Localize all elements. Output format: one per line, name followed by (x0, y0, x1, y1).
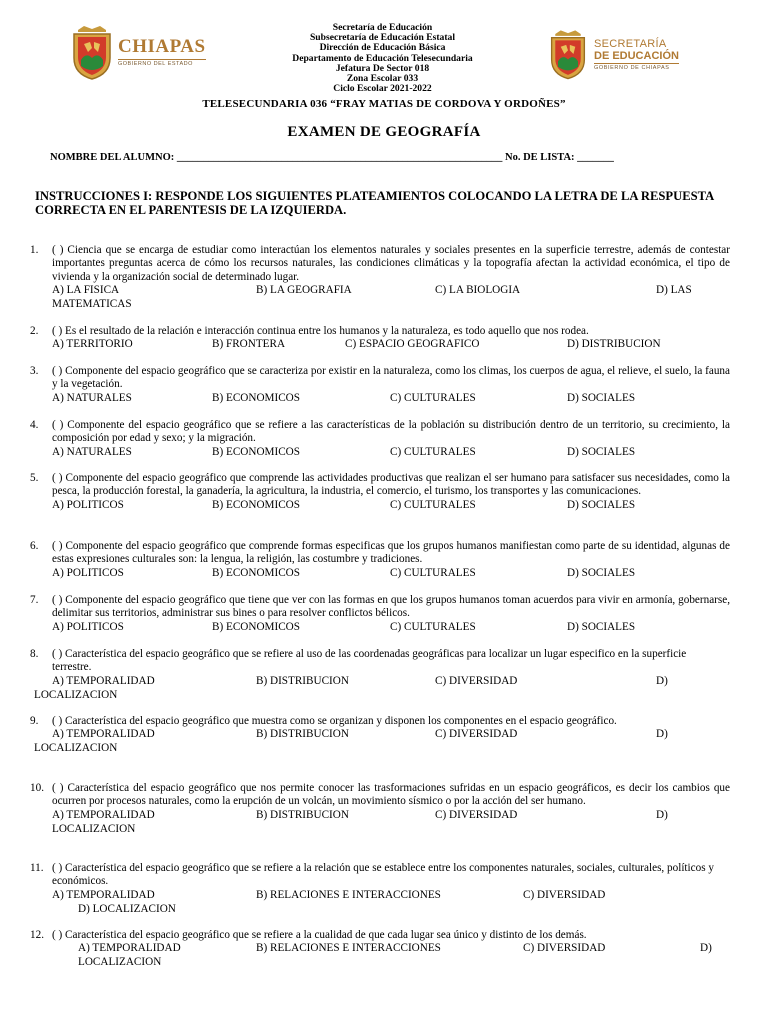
secretaria-logo-line1: SECRETARÍA (594, 38, 667, 50)
option-a[interactable]: A) TEMPORALIDAD (52, 728, 155, 741)
question-1 (30, 244, 730, 312)
option-a[interactable]: A) POLITICOS (52, 566, 124, 579)
question-text: ( ) Componente del espacio geográfico que se refiere a las características de la población su distribución dentro de un territorio, su crecimiento, la composición por edad y sexo; y la migración. (52, 419, 730, 445)
option-c[interactable]: C) CULTURALES (390, 620, 476, 633)
option-a[interactable]: A) TERRITORIO (52, 338, 133, 351)
institution-header (210, 23, 555, 94)
list-number-label: No. DE LISTA: (505, 152, 575, 163)
option-d[interactable]: D) SOCIALES (567, 498, 636, 511)
question-text: ( ) Componente del espacio geográfico que tiene que ver con las formas en que los grupos humanos toman acuerdos para vivir en armonía, gobernarse, delimitar sus territorios, administrar sus bines o para resolver conflictos bélicos. (52, 594, 730, 620)
question-2 (30, 325, 730, 352)
option-d[interactable]: D) (700, 942, 712, 955)
option-d[interactable]: D) (656, 728, 668, 741)
question-number: 9. (30, 715, 39, 727)
question-text: ( ) Característica del espacio geográfico que se refiere a la cualidad de que cada lugar sea único y distinto de los demás. (52, 929, 587, 941)
option-d-continued[interactable]: LOCALIZACION (34, 742, 118, 755)
question-number: 7. (30, 594, 39, 606)
exam-title: EXAMEN DE GEOGRAFÍA (287, 124, 481, 140)
question-options (52, 675, 730, 689)
question-options (52, 338, 730, 352)
option-c[interactable]: C) DIVERSIDAD (523, 888, 606, 901)
question-number: 3. (30, 365, 39, 377)
instructions: INSTRUCCIONES I: RESPONDE LOS SIGUIENTES PLATEAMIENTOS COLOCANDO LA LETRA DE LA RESPUESTA CORRECTA EN EL PARENTESIS DE LA IZQUIERDA. (35, 189, 714, 217)
option-d[interactable]: D) LAS (656, 284, 692, 297)
option-a[interactable]: A) NATURALES (52, 445, 132, 458)
option-a[interactable]: A) TEMPORALIDAD (52, 888, 155, 901)
option-c[interactable]: C) LA BIOLOGIA (435, 284, 521, 297)
secretaria-logo-subtitle: GOBIERNO DE CHIAPAS (594, 63, 679, 71)
question-number: 10. (30, 782, 44, 794)
option-a[interactable]: A) TEMPORALIDAD (78, 942, 181, 955)
secretaria-educacion-logo (548, 27, 698, 83)
secretaria-shield-icon (548, 27, 588, 81)
question-text: ( ) Ciencia que se encarga de estudiar como interactúan los elementos naturales y sociales presentes en la superficie terrestre, además de contestar importantes preguntas acerca de cómo los recursos naturales, las condiciones climáticas y la topografía afectan la actividad económica, el tipo de vivienda y la organización social de determinado lugar. (52, 244, 730, 283)
header-line: Subsecretaría de Educación Estatal (309, 32, 456, 44)
question-options (52, 889, 730, 903)
question-number: 4. (30, 419, 39, 431)
chiapas-logo (70, 24, 220, 80)
question-11 (30, 862, 730, 916)
header-line: Jefatura De Sector 018 (335, 62, 430, 74)
option-d[interactable]: D) SOCIALES (567, 620, 636, 633)
question-number: 6. (30, 540, 39, 552)
question-7 (30, 594, 730, 635)
question-number: 1. (30, 244, 39, 256)
question-4 (30, 419, 730, 460)
option-b[interactable]: B) RELACIONES E INTERACCIONES (256, 942, 441, 955)
question-5 (30, 472, 730, 513)
question-3 (30, 365, 730, 406)
question-text: ( ) Componente del espacio geográfico que comprende las actividades productivas que realizan el ser humano para satisfacer sus necesidades, como la pesca, la producción forestal, la ganadería, la agricultura, la industria, el comercio, el turismo, los transportes y las comunicaciones. (52, 472, 730, 498)
option-c[interactable]: C) DIVERSIDAD (435, 728, 518, 741)
question-text: ( ) Característica del espacio geográfico que se refiere a la relación que se establece entre los componentes naturales, sociales, culturales, políticos y económicos. (52, 862, 714, 888)
question-text: ( ) Característica del espacio geográfico que se refiere al uso de las coordenadas geográficas para localizar un lugar especifico en la superficie terrestre. (52, 648, 687, 674)
option-a[interactable]: A) TEMPORALIDAD (52, 808, 155, 821)
question-9 (30, 715, 730, 756)
question-options (52, 499, 730, 513)
question-12 (30, 929, 730, 970)
question-8 (30, 648, 730, 702)
option-d[interactable]: D) SOCIALES (567, 566, 636, 579)
list-number-field[interactable]: _______ (577, 152, 614, 163)
option-d-continued[interactable]: LOCALIZACION (34, 688, 118, 701)
header-line: Zona Escolar 033 (346, 73, 419, 85)
chiapas-logo-subtitle: GOBIERNO DEL ESTADO (118, 59, 206, 67)
question-text: ( ) Característica del espacio geográfico que nos permite conocer las trasformaciones sufridas en un espacio geográficos, es decir los cambios que ocurren por procesos naturales, como la erupción de un volcán, un movimiento sísmico o por la acción del ser humano. (52, 782, 730, 808)
question-number: 2. (30, 325, 39, 337)
option-d-continued[interactable]: MATEMATICAS (52, 298, 132, 311)
option-c[interactable]: C) CULTURALES (390, 445, 476, 458)
option-a[interactable]: A) NATURALES (52, 391, 132, 404)
option-b[interactable]: B) DISTRIBUCION (256, 808, 349, 821)
question-options (52, 284, 730, 298)
option-d-continued[interactable]: LOCALIZACION (78, 956, 162, 969)
question-text: ( ) Componente del espacio geográfico que comprende formas especificas que los grupos humanos manifiestan como parte de su identidad, algunas de estas expresiones culturales son: la lengua, la religión, las costumbre y tradiciones. (52, 540, 730, 566)
question-text: ( ) Característica del espacio geográfico que muestra como se organizan y disponen los componentes en el espacio geográfico. (52, 715, 617, 727)
question-options (52, 621, 730, 635)
option-b[interactable]: B) LA GEOGRAFIA (256, 284, 352, 297)
option-c[interactable]: C) CULTURALES (390, 566, 476, 579)
header-line: Secretaría de Educación (332, 22, 433, 33)
option-b[interactable]: B) FRONTERA (212, 338, 286, 351)
option-d[interactable]: D) DISTRIBUCION (567, 338, 661, 351)
option-d[interactable]: D) SOCIALES (567, 391, 636, 404)
student-name-field[interactable]: ______________________________________________________________ (176, 152, 503, 163)
question-text: ( ) Es el resultado de la relación e interacción continua entre los humanos y la naturaleza, es todo aquello que nos rodea. (52, 325, 589, 337)
option-b[interactable]: B) RELACIONES E INTERACCIONES (256, 888, 441, 901)
student-name-label: NOMBRE DEL ALUMNO: (50, 152, 175, 163)
question-options (52, 392, 730, 406)
question-number: 12. (30, 929, 44, 941)
option-c[interactable]: C) CULTURALES (390, 498, 476, 511)
header-line: Departamento de Educación Telesecundaria (292, 52, 473, 64)
option-b[interactable]: B) ECONOMICOS (212, 445, 300, 458)
header-line: Ciclo Escolar 2021-2022 (333, 83, 432, 95)
school-name: TELESECUNDARIA 036 “FRAY MATIAS DE CORDOVA Y ORDOÑES” (202, 98, 566, 110)
question-text: ( ) Componente del espacio geográfico que se caracteriza por existir en la naturaleza, como los climas, los cuerpos de agua, el relieve, el suelo, la fauna y la vegetación. (52, 365, 730, 391)
question-number: 5. (30, 472, 39, 484)
header-line: Dirección de Educación Básica (319, 42, 446, 54)
option-d[interactable]: D) LOCALIZACION (78, 902, 176, 915)
option-b[interactable]: B) ECONOMICOS (212, 391, 300, 404)
option-c[interactable]: C) ESPACIO GEOGRAFICO (345, 338, 480, 351)
question-10 (30, 782, 730, 836)
question-options (52, 567, 730, 581)
option-d[interactable]: D) (656, 674, 668, 687)
option-d-continued[interactable]: LOCALIZACION (52, 822, 136, 835)
student-info-row (50, 152, 730, 163)
question-options (78, 942, 730, 956)
option-c[interactable]: C) CULTURALES (390, 391, 476, 404)
question-options (52, 728, 730, 742)
option-b[interactable]: B) ECONOMICOS (212, 498, 300, 511)
chiapas-logo-name: CHIAPAS (118, 36, 206, 57)
question-number: 11. (30, 862, 44, 874)
option-b[interactable]: B) DISTRIBUCION (256, 728, 349, 741)
option-a[interactable]: A) POLITICOS (52, 498, 124, 511)
option-c[interactable]: C) DIVERSIDAD (435, 808, 518, 821)
chiapas-shield-icon (70, 24, 114, 80)
option-d[interactable]: D) SOCIALES (567, 445, 636, 458)
option-c[interactable]: C) DIVERSIDAD (435, 674, 518, 687)
question-options (52, 446, 730, 460)
option-a[interactable]: A) TEMPORALIDAD (52, 674, 155, 687)
option-a[interactable]: A) POLITICOS (52, 620, 124, 633)
question-6 (30, 540, 730, 581)
option-a[interactable]: A) LA FISICA (52, 284, 120, 297)
option-b[interactable]: B) ECONOMICOS (212, 566, 300, 579)
question-options (52, 809, 730, 823)
option-c[interactable]: C) DIVERSIDAD (523, 942, 606, 955)
secretaria-logo-line2: DE EDUCACIÓN (594, 50, 679, 62)
option-d[interactable]: D) (656, 808, 668, 821)
question-number: 8. (30, 648, 39, 660)
option-b[interactable]: B) DISTRIBUCION (256, 674, 349, 687)
option-b[interactable]: B) ECONOMICOS (212, 620, 300, 633)
